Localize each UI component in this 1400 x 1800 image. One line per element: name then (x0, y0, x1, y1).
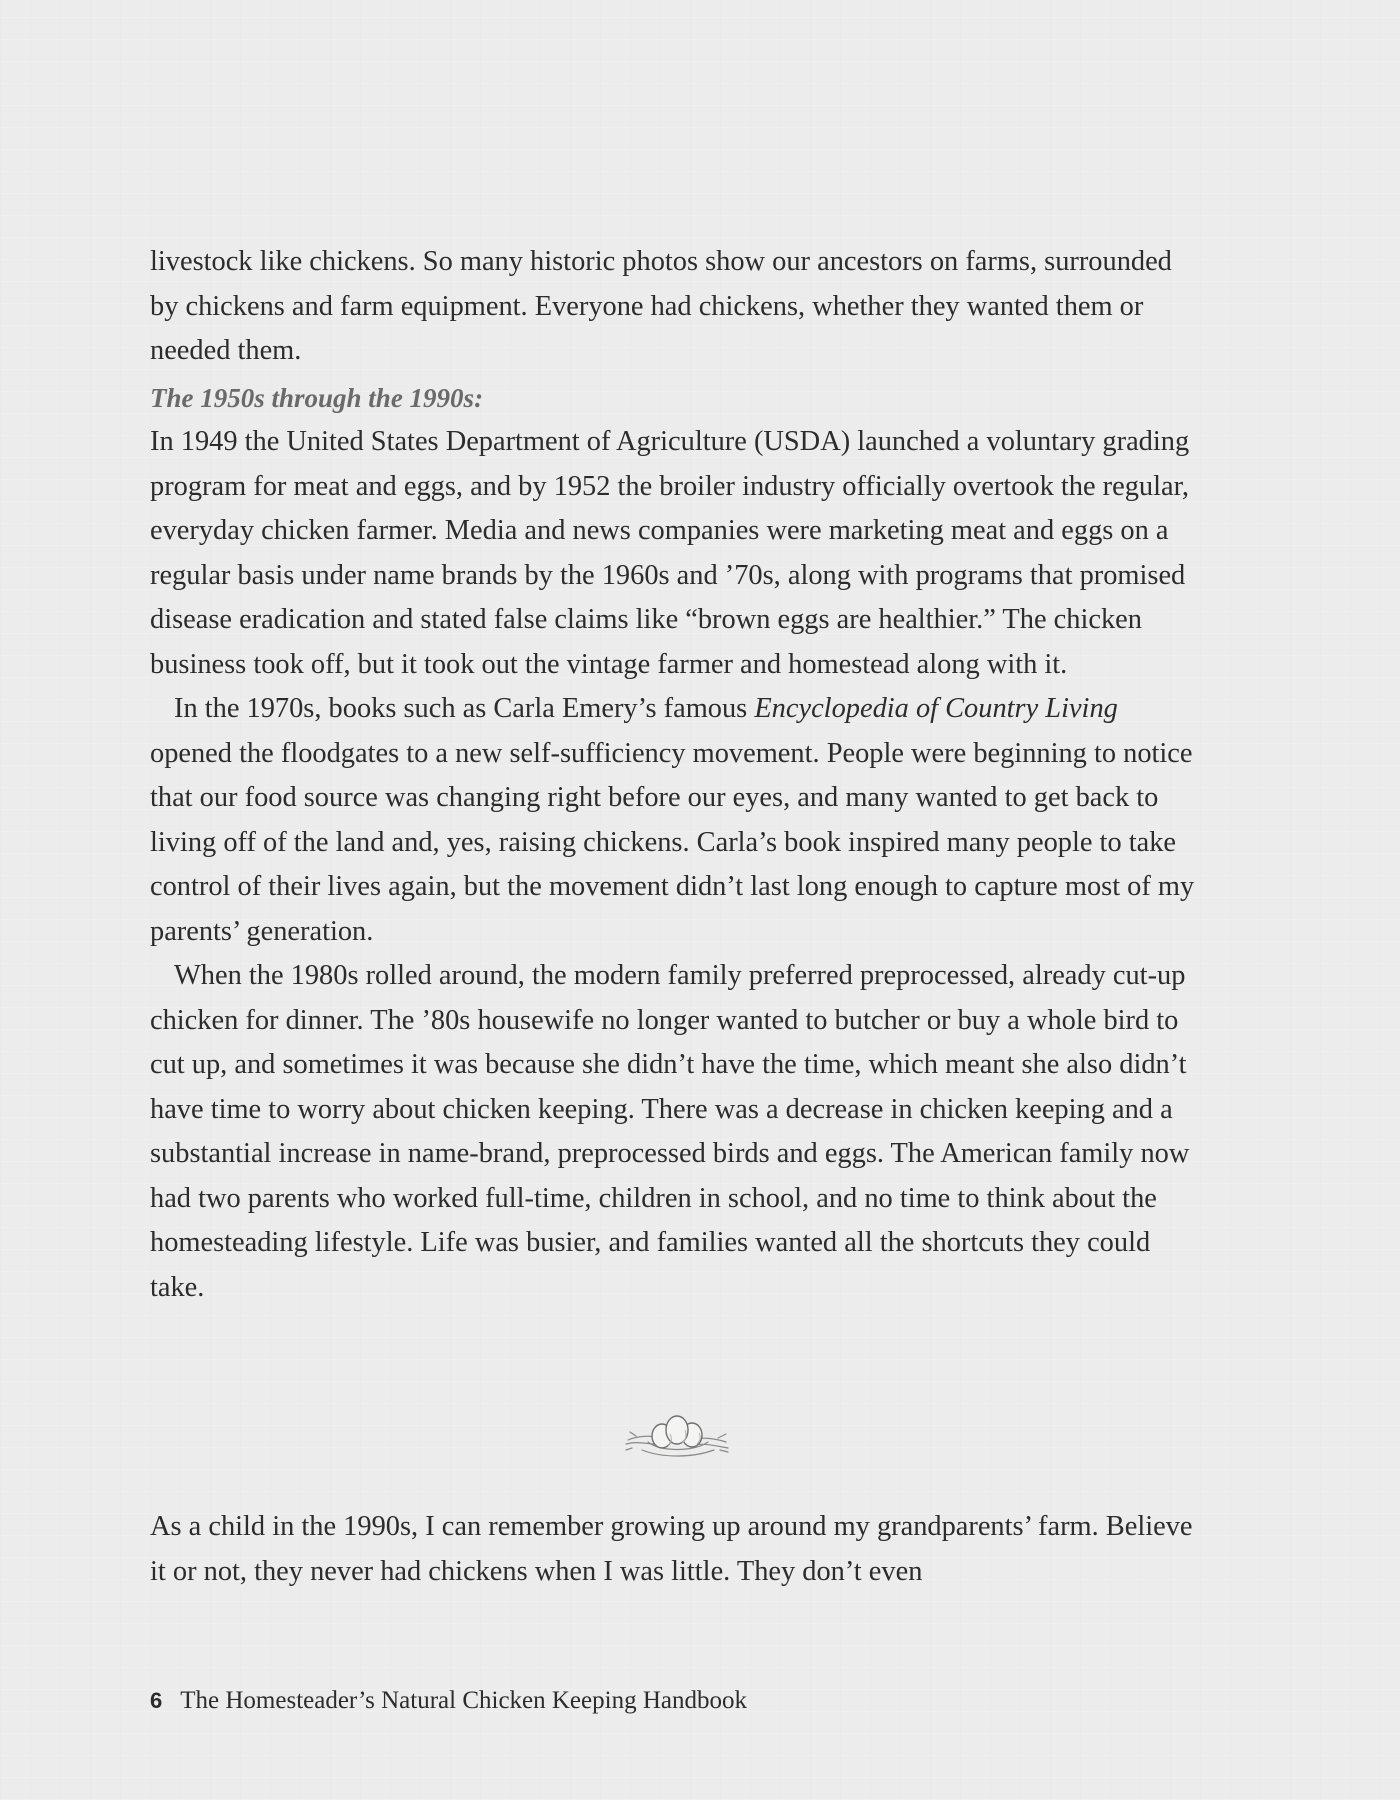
intro-paragraph: livestock like chickens. So many historic photos show our ancestors on farms, surrounded by chickens and farm equipment. Everyone had chickens, whether they wanted them or needed them. (150, 246, 1172, 366)
eggs-in-nest-icon (622, 1406, 732, 1462)
main-text-block (150, 240, 1200, 1310)
book-title-encyclopedia: Encyclopedia of Country Living (754, 693, 1118, 724)
paragraph-usda: In 1949 the United States Department of Agriculture (USDA) launched a voluntary grading program for meat and eggs, and by 1952 the broiler industry officially overtook the regular, everyday chicken farmer. Media and news companies were marketing meat and eggs on a regular basis under name brands by the 1960s and ’70s, along with programs that promised disease eradication and stated false claims like “brown eggs are healthier.” The chicken business took off, but it took out the vintage farmer and homestead along with it. (150, 426, 1190, 680)
continuation-text-block (150, 1505, 1200, 1594)
paragraph-1970s (150, 687, 1200, 954)
page-number: 6 (150, 1688, 163, 1713)
paragraph-1980s: When the 1980s rolled around, the modern family preferred preprocessed, already cut-up chicken for dinner. The ’80s housewife no longer wanted to butcher or buy a whole bird to cut up, and sometimes it was because she didn’t have the time, which meant she also didn’t have time to worry about chicken keeping. There was a decrease in chicken keeping and a substantial increase in name-brand, preprocessed birds and eggs. The American family now had two parents who worked full-time, children in school, and no time to think about the homesteading lifestyle. Life was busier, and families wanted all the shortcuts they could take. (150, 960, 1190, 1303)
paragraph-1990s: As a child in the 1990s, I can remember growing up around my grandparents’ farm. Believe it or not, they never had chickens when I was little. They don’t even (150, 1511, 1193, 1587)
running-footer-title: The Homesteader’s Natural Chicken Keeping Handbook (180, 1687, 747, 1714)
page-footer (150, 1684, 747, 1718)
paragraph-1970s-lead: In the 1970s, books such as Carla Emery’s famous (174, 693, 755, 724)
paragraph-1970s-rest: opened the floodgates to a new self-sufficiency movement. People were beginning to notice that our food source was changing right before our eyes, and many wanted to get back to living off of the land and, yes, raising chickens. Carla’s book inspired many people to take control of their lives again, but the movement didn’t last long enough to capture most of my parents’ generation. (150, 737, 1195, 947)
section-heading: The 1950s through the 1990s: (150, 382, 484, 413)
